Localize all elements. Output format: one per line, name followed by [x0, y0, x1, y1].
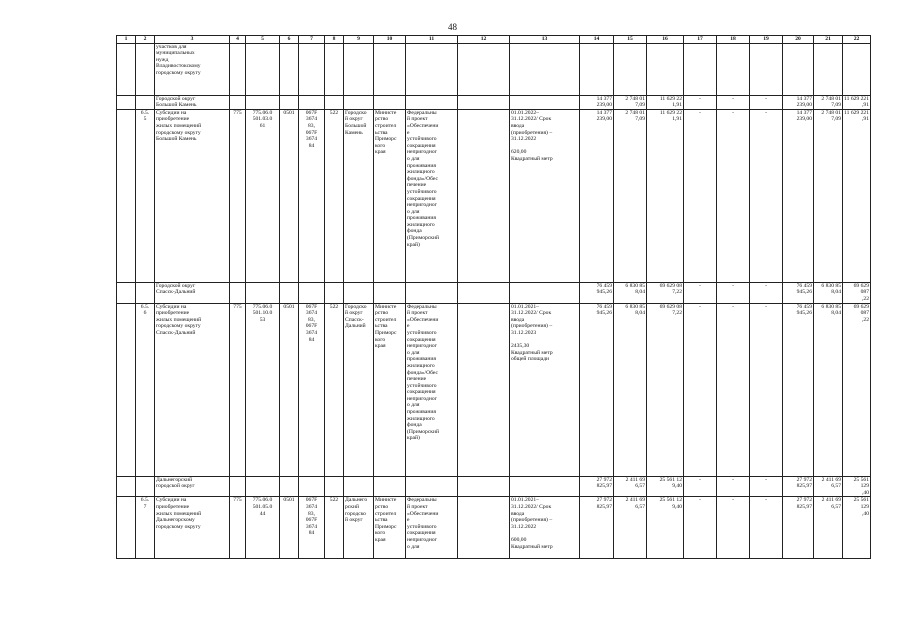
table-cell — [458, 95, 510, 109]
table-cell: 2 411 69 6,57 — [614, 497, 647, 559]
table-cell: Федеральны й проект «Обеспечени е устойчивого сокращения непригодног о для — [406, 497, 458, 559]
table-cell — [458, 109, 510, 282]
table-cell: - — [750, 109, 783, 282]
table-cell — [684, 43, 717, 95]
header-cell: 21 — [814, 36, 843, 44]
table-cell — [344, 95, 374, 109]
table-cell — [325, 476, 344, 497]
table-cell: 27 972 825,97 — [783, 497, 814, 559]
budget-table — [116, 35, 871, 559]
table-cell — [230, 476, 246, 497]
header-cell: 19 — [750, 36, 783, 44]
header-cell: 6 — [280, 36, 299, 44]
table-cell — [299, 282, 325, 303]
header-cell: 16 — [647, 36, 684, 44]
table-cell — [406, 95, 458, 109]
table-row — [117, 497, 871, 559]
table-cell — [280, 43, 299, 95]
table-cell: - — [717, 476, 750, 497]
table-cell: 6.5. 7 — [136, 497, 155, 559]
table-cell — [280, 476, 299, 497]
table-cell — [325, 282, 344, 303]
table-cell: - — [750, 303, 783, 476]
table-cell: 775.06.0 501.03.0 61 — [246, 109, 280, 282]
table-cell: - — [717, 109, 750, 282]
table-row — [117, 476, 871, 497]
table-cell: - — [684, 476, 717, 497]
table-cell: 01.01.2021– 31.12.2022/ Срок ввода (приобретения) – 31.12.2023 2435,30 Квадратный метр общей площади — [510, 303, 580, 476]
header-cell: 18 — [717, 36, 750, 44]
table-cell — [458, 497, 510, 559]
table-cell: 6 830 85 8,04 — [614, 282, 647, 303]
header-cell: 11 — [406, 36, 458, 44]
table-cell: 6 830 85 8,04 — [814, 303, 843, 476]
table-cell: 0501 — [280, 497, 299, 559]
table-cell — [458, 476, 510, 497]
table-cell: 11 629 221 ,91 — [843, 109, 871, 282]
table-cell: Министе рство строител ьства Приморс кого края — [374, 497, 406, 559]
table-cell: 775 — [230, 109, 246, 282]
table-cell: - — [717, 497, 750, 559]
table-cell — [246, 282, 280, 303]
table-cell: 69 629 087 ,22 — [843, 282, 871, 303]
table-cell: 14 377 239,00 — [580, 109, 614, 282]
table-cell — [783, 43, 814, 95]
header-cell: 17 — [684, 36, 717, 44]
header-cell: 20 — [783, 36, 814, 44]
table-cell: 2 411 69 6,57 — [614, 476, 647, 497]
table-cell: - — [750, 95, 783, 109]
table-cell: Городской округ Спасск-Дальний — [155, 282, 230, 303]
table-cell: 775 — [230, 497, 246, 559]
table-cell: 25 561 129 ,40 — [843, 476, 871, 497]
table-cell: Городско й округ Спасск- Дальний — [344, 303, 374, 476]
table-cell — [230, 43, 246, 95]
table-cell: - — [684, 109, 717, 282]
header-cell: 7 — [299, 36, 325, 44]
table-cell: Субсидии на приобретение жилых помещений Дальнегорскому городскому округу — [155, 497, 230, 559]
table-cell: 067F 3674 83, 067F 3674 84 — [299, 303, 325, 476]
table-cell: 01.01.2021– 31.12.2022/ Срок ввода (приобретения) – 31.12.2022 600,00 Квадратный метр — [510, 497, 580, 559]
table-cell: 11 629 221 ,91 — [844, 95, 869, 109]
table-cell: 76 459 945,26 — [580, 282, 614, 303]
table-cell: участков для муниципальных нужд Владивостокскому городскому округу — [155, 43, 230, 95]
table-cell — [117, 497, 136, 559]
table-cell — [647, 43, 684, 95]
header-cell: 8 — [325, 36, 344, 44]
table-cell: 6.5. 6 — [136, 303, 155, 476]
table-cell — [510, 95, 580, 109]
table-cell — [230, 282, 246, 303]
table-cell: 775 — [230, 303, 246, 476]
table-cell: Городской округ Большой Камень — [155, 95, 230, 109]
table-cell: 067F 3674 83, 067F 3674 84 — [299, 497, 325, 559]
table-cell: 2 748 01 7,09 — [814, 95, 843, 109]
table-row — [117, 43, 871, 95]
table-cell — [458, 282, 510, 303]
table-cell — [374, 476, 406, 497]
table-cell: 0501 — [280, 109, 299, 282]
header-cell: 10 — [374, 36, 406, 44]
header-cell: 14 — [580, 36, 614, 44]
table-cell: 2 748 01 7,09 — [814, 109, 843, 282]
table-cell: - — [717, 303, 750, 476]
table-cell — [246, 43, 280, 95]
table-cell — [814, 43, 843, 95]
table-cell: 775.06.0 501.05.0 44 — [246, 497, 280, 559]
table-cell — [325, 43, 344, 95]
table-cell: 6 830 85 8,04 — [614, 303, 647, 476]
table-cell: - — [750, 476, 783, 497]
table-cell: 14 377 239,00 — [580, 95, 614, 109]
table-cell: 27 972 825,97 — [580, 476, 614, 497]
page-number: 48 — [448, 22, 457, 32]
table-cell — [510, 43, 580, 95]
table-cell — [117, 43, 136, 95]
table-cell: Дальнего рский городско й округ — [344, 497, 374, 559]
table-cell — [510, 476, 580, 497]
table-cell: Городско й округ Большой Камень — [344, 109, 374, 282]
table-cell — [406, 43, 458, 95]
table-cell: 69 629 087 ,22 — [843, 303, 871, 476]
table-cell — [299, 95, 325, 109]
header-cell: 5 — [246, 36, 280, 44]
table-cell — [299, 476, 325, 497]
table-cell: - — [684, 497, 717, 559]
table-cell: 14 377 239,00 — [783, 109, 814, 282]
header-cell: 4 — [230, 36, 246, 44]
table-row — [117, 303, 871, 476]
table-cell: Субсидии на приобретение жилых помещений городскому округу Спасск-Дальний — [155, 303, 230, 476]
table-cell — [246, 95, 280, 109]
header-cell: 1 — [117, 36, 136, 44]
table-cell: 11 629 22 1,91 — [647, 95, 684, 109]
table-cell: Дальнегорский городской округ — [155, 476, 230, 497]
table-cell — [136, 282, 155, 303]
table-cell — [717, 43, 750, 95]
header-cell: 13 — [510, 36, 580, 44]
table-cell: 2 748 01 7,09 — [614, 95, 647, 109]
table-cell — [117, 109, 136, 282]
table-cell — [117, 282, 136, 303]
header-cell: 3 — [155, 36, 230, 44]
table-cell — [299, 43, 325, 95]
table-cell — [406, 476, 458, 497]
table-cell: 76 459 945,26 — [580, 303, 614, 476]
table-cell: - — [717, 95, 750, 109]
header-cell: 22 — [843, 36, 871, 44]
header-cell: 12 — [458, 36, 510, 44]
table-cell: 14 377 239,00 — [783, 95, 814, 109]
table-cell — [406, 282, 458, 303]
table-cell: Министе рство строител ьства Приморс кого края — [374, 109, 406, 282]
table-cell: 01.01.2022– 31.12.2022/ Срок ввода (приобретения) – 31.12.2022 620,00 Квадратный метр — [510, 109, 580, 282]
table-cell — [117, 476, 136, 497]
table-cell: 522 — [325, 497, 344, 559]
table-cell — [580, 43, 614, 95]
table-cell — [374, 43, 406, 95]
table-cell: 0501 — [280, 303, 299, 476]
table-cell — [510, 282, 580, 303]
table-cell: - — [684, 303, 717, 476]
table-cell: Субсидии на приобретение жилых помещений городскому округу Большой Камень — [155, 109, 230, 282]
table-cell — [325, 95, 344, 109]
table-cell — [374, 95, 406, 109]
table-cell: 27 972 825,97 — [580, 497, 614, 559]
table-cell — [117, 95, 136, 109]
table-cell — [843, 43, 871, 95]
table-cell: 25 561 129 ,40 — [843, 497, 871, 559]
table-cell: 69 629 08 7,22 — [647, 303, 684, 476]
table-cell — [374, 282, 406, 303]
table-cell: 6 830 85 8,04 — [814, 282, 843, 303]
table-cell — [136, 476, 155, 497]
table-cell: Федеральны й проект «Обеспечени е устойчивого сокращения непригодног о для проживания жилищного фонда»/Обес печение устойчивого сокращения непригодног о для проживания жилищного фонда (Приморский край) — [406, 109, 458, 282]
table-cell: 522 — [325, 303, 344, 476]
table-row — [117, 95, 871, 109]
header-cell: 15 — [614, 36, 647, 44]
table-cell: 2 748 01 7,09 — [614, 109, 647, 282]
table-cell: 11 629 22 1,91 — [647, 109, 684, 282]
table-row — [117, 109, 871, 282]
header-cell: 2 — [136, 36, 155, 44]
table-cell: - — [750, 282, 783, 303]
table-cell: 6.5. 5 — [136, 109, 155, 282]
table-cell — [614, 43, 647, 95]
table-cell: 2 411 69 6,57 — [814, 476, 843, 497]
table-cell: Федеральны й проект «Обеспечени е устойчивого сокращения непригодног о для проживания жилищного фонда»/Обес печение устойчивого сокращения непригодног о для проживания жилищного фонда (Приморский край) — [406, 303, 458, 476]
table-cell — [344, 476, 374, 497]
table-cell: 067F 3674 83, 067F 3674 84 — [299, 109, 325, 282]
table-cell — [117, 303, 136, 476]
table-cell — [136, 43, 155, 95]
table-cell — [344, 282, 374, 303]
table-cell: - — [684, 95, 717, 109]
table-cell — [230, 95, 246, 109]
table-cell: 522 — [325, 109, 344, 282]
table-cell: - — [750, 497, 783, 559]
table-cell: 775.06.0 501.10.0 53 — [246, 303, 280, 476]
table-cell: - — [717, 282, 750, 303]
table-cell: 25 561 12 9,40 — [647, 476, 684, 497]
table-cell: 25 561 12 9,40 — [647, 497, 684, 559]
table-cell: 2 411 69 6,57 — [814, 497, 843, 559]
table-cell: Министе рство строител ьства Приморс кого края — [374, 303, 406, 476]
table-cell: 69 629 08 7,22 — [647, 282, 684, 303]
table-cell — [280, 282, 299, 303]
table-cell — [458, 43, 510, 95]
table-row — [117, 282, 871, 303]
table-cell: - — [684, 282, 717, 303]
table-cell: 76 459 945,26 — [783, 303, 814, 476]
header-row — [117, 36, 871, 44]
table-cell — [750, 43, 783, 95]
header-cell: 9 — [344, 36, 374, 44]
table-cell — [458, 303, 510, 476]
table-cell — [344, 43, 374, 95]
table-cell — [136, 95, 155, 109]
table-cell: 27 972 825,97 — [783, 476, 814, 497]
table-cell: 76 459 945,26 — [783, 282, 814, 303]
table-cell — [280, 95, 299, 109]
table-cell — [246, 476, 280, 497]
